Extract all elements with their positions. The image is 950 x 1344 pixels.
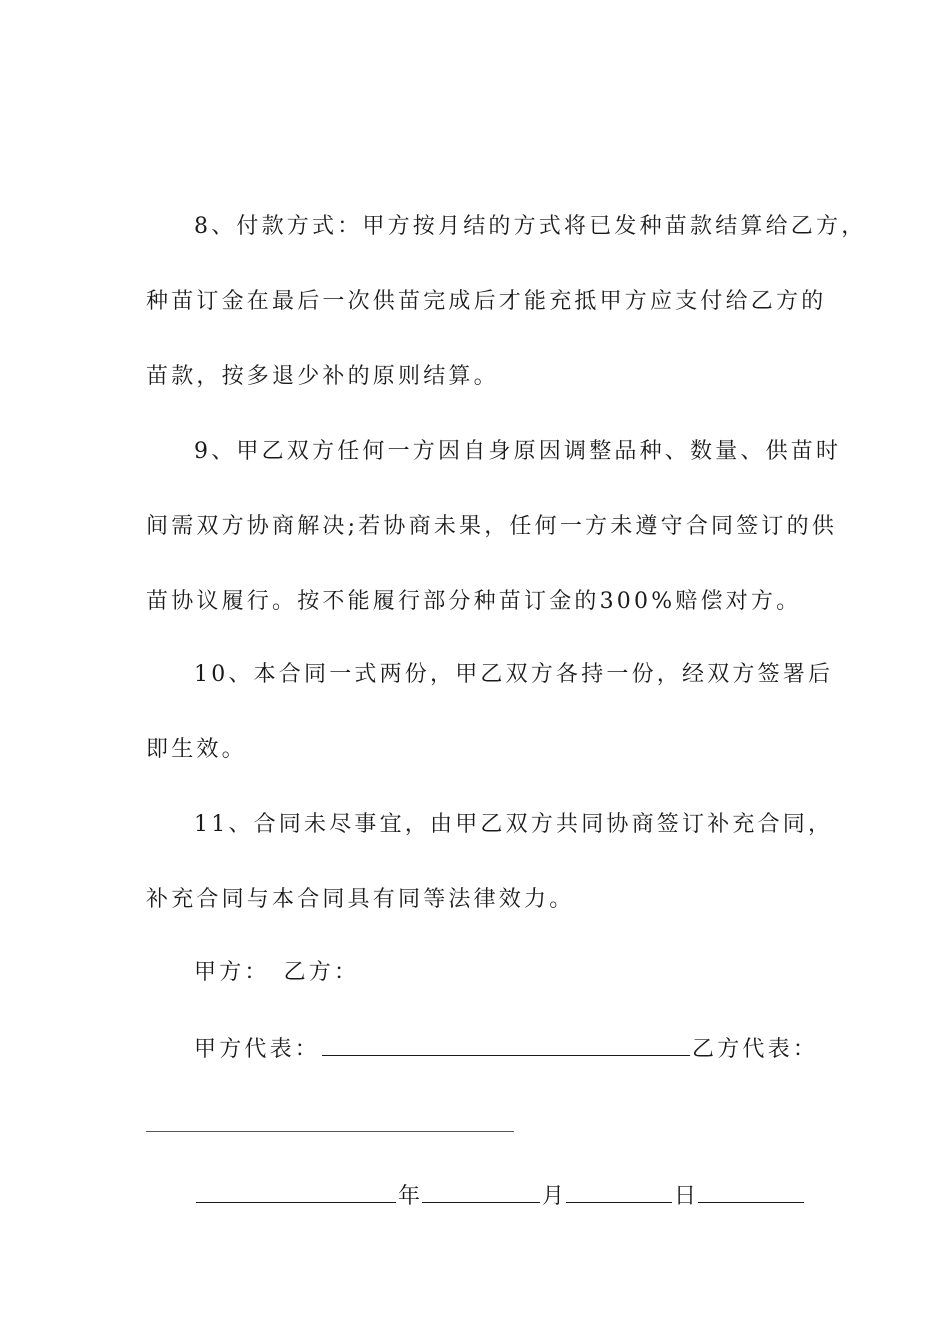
day-blank[interactable] — [698, 1201, 804, 1203]
month-blank[interactable] — [566, 1201, 672, 1203]
clause-11-line-2: 补充合同与本合同具有同等法律效力。 — [146, 887, 575, 912]
rep-a-signature-line[interactable] — [322, 1054, 690, 1056]
date-prefix-blank[interactable] — [196, 1201, 396, 1203]
rep-a-label: 甲方代表： — [194, 1037, 321, 1062]
clause-9-line-1: 9、甲乙双方任何一方因自身原因调整品种、数量、供苗时 — [194, 439, 842, 464]
day-label: 日 — [674, 1184, 697, 1209]
rep-b-signature-line[interactable] — [146, 1131, 514, 1132]
clause-10-line-1: 10、本合同一式两份，甲乙双方各持一份，经双方签署后 — [194, 662, 834, 687]
clause-11-line-1: 11、合同未尽事宜，由甲乙双方共同协商签订补充合同， — [194, 812, 834, 837]
year-blank[interactable] — [422, 1201, 540, 1203]
signature-parties — [194, 958, 814, 988]
rep-b-label: 乙方代表： — [692, 1037, 819, 1062]
clause-8-line-1: 8、付款方式：甲方按月结的方式将已发种苗款结算给乙方， — [194, 214, 867, 239]
clause-8-line-3: 苗款，按多退少补的原则结算。 — [146, 364, 499, 389]
clause-9-line-2: 间需双方协商解决;若协商未果，任何一方未遵守合同签订的供 — [146, 514, 838, 539]
clause-8-line-2: 种苗订金在最后一次供苗完成后才能充抵甲方应支付给乙方的 — [146, 289, 827, 314]
clause-9-line-3: 苗协议履行。按不能履行部分种苗订金的300%赔偿对方。 — [146, 589, 802, 614]
party-b-label: 乙方： — [283, 960, 360, 985]
party-a-label: 甲方： — [194, 960, 270, 985]
year-label: 年 — [398, 1184, 421, 1209]
clause-10-line-2: 即生效。 — [146, 737, 247, 762]
date-line — [194, 1182, 814, 1212]
signature-representatives — [194, 1035, 819, 1065]
month-label: 月 — [542, 1184, 565, 1209]
